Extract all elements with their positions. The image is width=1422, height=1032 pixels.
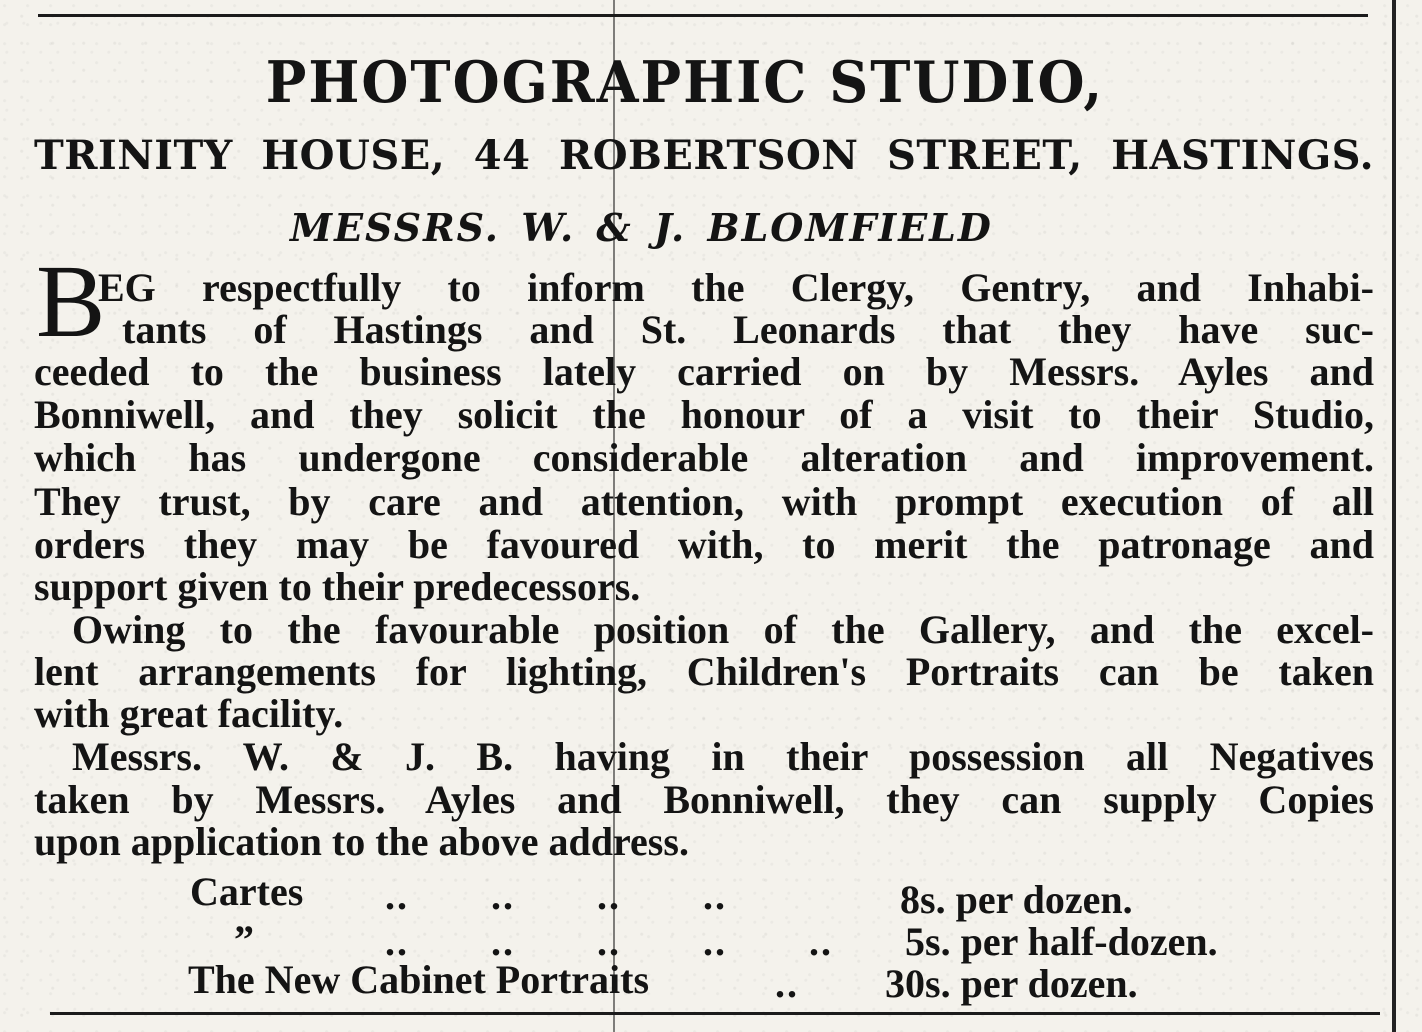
price-leader: .. .. .. .. [385, 873, 727, 918]
price-leader: .. .. .. .. .. [385, 919, 833, 964]
price-item-name: The New Cabinet Portraits [188, 957, 650, 1002]
body-line: orders they may be favoured with, to merit the patronage and [34, 522, 1374, 567]
body-line: Messrs. W. & J. B. having in their possession all Negatives [72, 734, 1374, 779]
body-line: ceeded to the business lately carried on by Messrs. Ayles and [34, 349, 1374, 394]
bottom-rule [50, 1012, 1380, 1015]
body-line: which has undergone considerable alteration and improvement. [34, 435, 1374, 480]
price-value: 30s. per dozen. [885, 961, 1138, 1006]
body-line: Owing to the favourable position of the Gallery, and the excel- [72, 607, 1374, 652]
body-line: support given to their predecessors. [34, 564, 641, 609]
body-line: tants of Hastings and St. Leonards that they have suc- [122, 307, 1374, 352]
body-line: Bonniwell, and they solicit the honour of a visit to their Studio, [34, 392, 1374, 437]
advert-title: PHOTOGRAPHIC STUDIO, [265, 48, 1105, 116]
advert-proprietors: MESSRS. W. & J. BLOMFIELD [290, 205, 993, 250]
body-line: EG respectfully to inform the Clergy, Gentry, and Inhabi- [98, 265, 1374, 310]
drop-cap: B [36, 244, 106, 359]
top-rule [38, 14, 1368, 17]
body-line: with great facility. [34, 691, 344, 736]
advert-address: TRINITY HOUSE, 44 ROBERTSON STREET, HASTINGS. [34, 132, 1374, 179]
body-line: taken by Messrs. Ayles and Bonniwell, they can supply Copies [34, 777, 1374, 822]
price-item-name: Cartes [190, 869, 304, 914]
column-rule [1392, 0, 1396, 1032]
price-value: 8s. per dozen. [900, 877, 1133, 922]
body-line: upon application to the above address. [34, 819, 689, 864]
price-leader: .. [775, 961, 799, 1006]
price-item-name: ” [234, 917, 254, 962]
body-line: They trust, by care and attention, with prompt execution of all [34, 479, 1374, 524]
body-line: lent arrangements for lighting, Children's Portraits can be taken [34, 649, 1374, 694]
price-value: 5s. per half-dozen. [905, 919, 1218, 964]
